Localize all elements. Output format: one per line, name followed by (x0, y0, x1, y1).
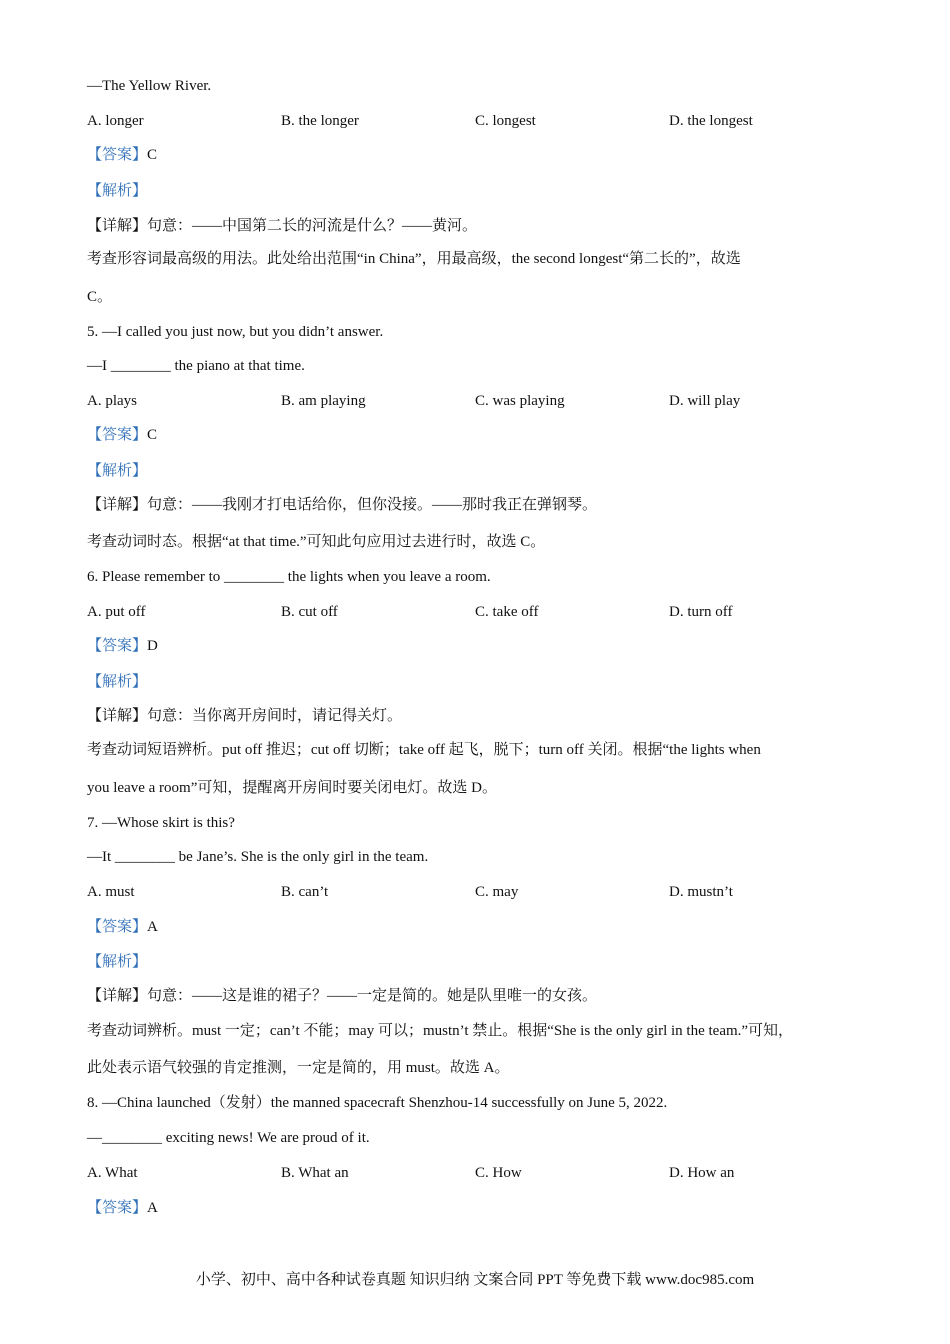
answer-tag: 【答案】 (87, 1200, 148, 1216)
q6-explain-1: 考查动词短语辨析。put off 推迟；cut off 切断；take off 起飞，脱下；turn off 关闭。根据“the lights when (87, 742, 761, 758)
q4-option-a: A. longer (87, 113, 144, 129)
page-footer: 小学、初中、高中各种试卷真题 知识归纳 文案合同 PPT 等免费下载 www.doc985.com (195, 1272, 755, 1288)
analysis-tag: 【解析】 (87, 183, 148, 199)
q7-detail (87, 986, 597, 1006)
q7-explain-2: 此处表示语气较强的肯定推测，一定是简的，用 must。故选 A。 (87, 1060, 510, 1076)
q4-options (87, 111, 887, 131)
q6-option-d: D. turn off (669, 604, 733, 620)
q6-option-b: B. cut off (281, 604, 338, 620)
q6-detail-text: 句意：当你离开房间时，请记得关灯。 (147, 708, 403, 724)
q5-option-a: A. plays (87, 393, 137, 409)
q7-option-a: A. must (87, 884, 135, 900)
q5-detail-text: 句意：——我刚才打电话给你，但你没接。——那时我正在弹钢琴。 (147, 497, 598, 513)
q4-answer (87, 145, 157, 165)
q4-analysis (87, 181, 147, 201)
q4-detail (87, 216, 477, 236)
q7-detail-text: 句意：——这是谁的裙子？——一定是简的。她是队里唯一的女孩。 (147, 988, 598, 1004)
q7-answer-value: A (147, 919, 158, 935)
analysis-tag: 【解析】 (87, 463, 148, 479)
q5-detail (87, 495, 597, 515)
q7-answer (87, 917, 158, 937)
q8-option-d: D. How an (669, 1165, 735, 1181)
q4-option-b: B. the longer (281, 113, 359, 129)
q5-option-c: C. was playing (475, 393, 565, 409)
detail-tag: 【详解】 (87, 497, 148, 513)
q6-options (87, 602, 887, 622)
q8-option-c: C. How (475, 1165, 522, 1181)
q5-answer (87, 425, 157, 445)
q5-answer-value: C (147, 427, 158, 443)
q5-explain-1: 考查动词时态。根据“at that time.”可知此句应用过去进行时，故选 C。 (87, 534, 546, 550)
q8-answer-value: A (147, 1200, 158, 1216)
q6-detail (87, 706, 402, 726)
answer-tag: 【答案】 (87, 919, 148, 935)
q7-option-c: C. may (475, 884, 519, 900)
q5-options (87, 391, 887, 411)
q7-question: 7. —Whose skirt is this? (87, 815, 235, 831)
q8-options (87, 1163, 887, 1183)
analysis-tag: 【解析】 (87, 954, 148, 970)
q7-options (87, 882, 887, 902)
q7-explain-1: 考查动词辨析。must 一定；can’t 不能；may 可以；mustn’t 禁止。根据“She is the only girl in the team.”可知， (87, 1023, 794, 1039)
q8-option-b: B. What an (281, 1165, 349, 1181)
q6-answer (87, 636, 158, 656)
q8-answer (87, 1198, 158, 1218)
q4-explain-1: 考查形容词最高级的用法。此处给出范围“in China”，用最高级，the second longest“第二长的”，故选 (87, 251, 741, 267)
q6-question: 6. Please remember to ________ the lights when you leave a room. (87, 569, 491, 585)
q7-option-d: D. mustn’t (669, 884, 733, 900)
q5-reply: —I ________ the piano at that time. (87, 358, 305, 374)
detail-tag: 【详解】 (87, 988, 148, 1004)
q4-option-d: D. the longest (669, 113, 753, 129)
answer-tag: 【答案】 (87, 638, 148, 654)
q6-option-a: A. put off (87, 604, 146, 620)
q6-option-c: C. take off (475, 604, 539, 620)
q7-analysis (87, 952, 147, 972)
q5-question: 5. —I called you just now, but you didn’t answer. (87, 324, 384, 340)
answer-tag: 【答案】 (87, 427, 148, 443)
detail-tag: 【详解】 (87, 218, 148, 234)
q5-analysis (87, 461, 147, 481)
q4-answer-value: C (147, 147, 158, 163)
answer-tag: 【答案】 (87, 147, 148, 163)
q4-option-c: C. longest (475, 113, 536, 129)
q7-reply: —It ________ be Jane’s. She is the only girl in the team. (87, 849, 429, 865)
detail-tag: 【详解】 (87, 708, 148, 724)
q6-answer-value: D (147, 638, 158, 654)
analysis-tag: 【解析】 (87, 674, 148, 690)
q5-option-b: B. am playing (281, 393, 366, 409)
q8-question: 8. —China launched（发射）the manned spacecraft Shenzhou-14 successfully on June 5, 2022. (87, 1095, 668, 1111)
q7-option-b: B. can’t (281, 884, 329, 900)
q4-reply: —The Yellow River. (87, 78, 212, 94)
q4-explain-2: C。 (87, 289, 113, 305)
q4-detail-text: 句意：——中国第二长的河流是什么？——黄河。 (147, 218, 478, 234)
q6-analysis (87, 672, 147, 692)
q6-explain-2: you leave a room”可知，提醒离开房间时要关闭电灯。故选 D。 (87, 780, 497, 796)
q8-reply: —________ exciting news! We are proud of it. (87, 1130, 370, 1146)
q8-option-a: A. What (87, 1165, 138, 1181)
q5-option-d: D. will play (669, 393, 741, 409)
